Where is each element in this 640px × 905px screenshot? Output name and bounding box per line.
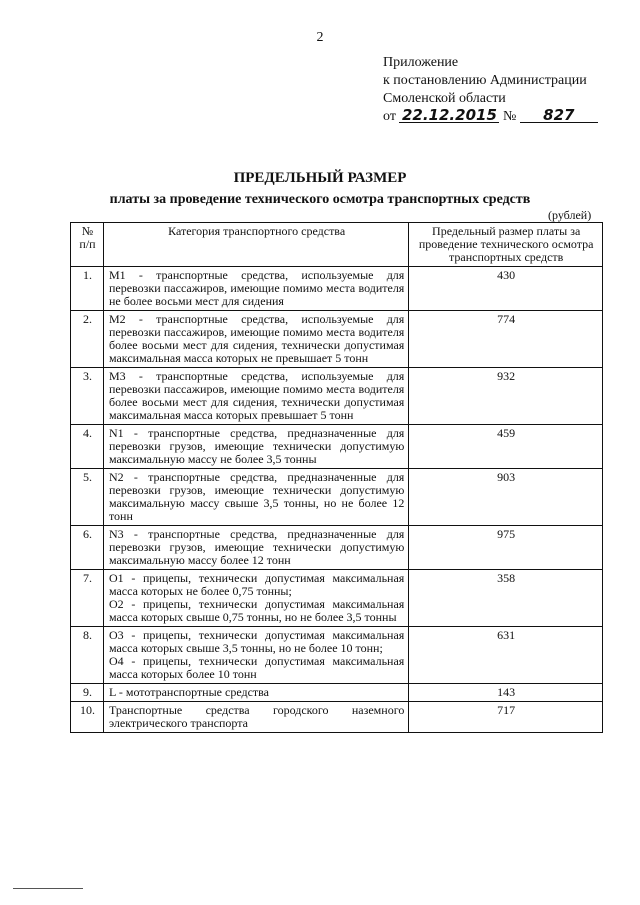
header-num: № п/п bbox=[71, 223, 104, 267]
fees-table-body bbox=[71, 267, 603, 733]
table-row bbox=[71, 684, 603, 702]
category-text: O1 - прицепы, технически допустимая максимальная масса которых не более 0,75 тонны; bbox=[108, 571, 405, 598]
appendix-date-line bbox=[383, 108, 623, 126]
row-number: 3. bbox=[71, 368, 104, 425]
row-price: 717 bbox=[409, 702, 603, 733]
header-price: Предельный размер платы за проведение технического осмотра транспортных средств bbox=[409, 223, 603, 267]
date-prefix: от bbox=[383, 109, 396, 124]
category-text: O2 - прицепы, технически допустимая максимальная масса которых свыше 0,75 тонны, но не более 3,5 тонны bbox=[108, 597, 405, 624]
table-row bbox=[71, 267, 603, 311]
footnote-divider bbox=[13, 888, 83, 889]
document-title: ПРЕДЕЛЬНЫЙ РАЗМЕР bbox=[233, 170, 407, 186]
table-row bbox=[71, 702, 603, 733]
appendix-line-1: Приложение bbox=[383, 55, 459, 70]
table-row bbox=[71, 425, 603, 469]
row-price: 143 bbox=[409, 684, 603, 702]
category-text: Транспортные средства городского наземного электрического транспорта bbox=[108, 703, 405, 730]
category-text: N2 - транспортные средства, предназначенные для перевозки грузов, имеющие технически допустимую максимальную массу свыше 3,5 тонны, но не более 12 тонн bbox=[108, 470, 405, 523]
table-row bbox=[71, 627, 603, 684]
table-row bbox=[71, 570, 603, 627]
row-number: 8. bbox=[71, 627, 104, 684]
category-text: N3 - транспортные средства, предназначенные для перевозки грузов, имеющие технически допустимую максимальную массу более 12 тонн bbox=[108, 527, 405, 567]
row-category bbox=[103, 570, 408, 627]
row-number: 5. bbox=[71, 469, 104, 526]
table-row bbox=[71, 526, 603, 570]
row-category bbox=[103, 267, 408, 311]
row-number: 7. bbox=[71, 570, 104, 627]
page-number: 2 bbox=[316, 30, 324, 45]
row-category bbox=[103, 311, 408, 368]
row-category bbox=[103, 368, 408, 425]
row-price: 774 bbox=[409, 311, 603, 368]
header-category: Категория транспортного средства bbox=[103, 223, 408, 267]
category-text: M3 - транспортные средства, используемые для перевозки пассажиров, имеющие помимо места водителя более восьми мест для сидения, технически допустимая максимальная масса которых превышает 5 тонн bbox=[108, 369, 405, 422]
row-number: 10. bbox=[71, 702, 104, 733]
category-text: L - мототранспортные средства bbox=[108, 685, 269, 699]
row-price: 358 bbox=[409, 570, 603, 627]
appendix-block bbox=[383, 54, 623, 126]
row-price: 932 bbox=[409, 368, 603, 425]
row-category bbox=[103, 425, 408, 469]
number-prefix: № bbox=[502, 109, 517, 124]
row-price: 631 bbox=[409, 627, 603, 684]
table-row bbox=[71, 469, 603, 526]
table-row bbox=[71, 368, 603, 425]
fees-table bbox=[70, 222, 603, 733]
document-subtitle: платы за проведение технического осмотра транспортных средств bbox=[109, 192, 531, 207]
row-category bbox=[103, 684, 408, 702]
row-category bbox=[103, 627, 408, 684]
row-category bbox=[103, 526, 408, 570]
row-number: 9. bbox=[71, 684, 104, 702]
appendix-line-3: Смоленской области bbox=[383, 91, 506, 106]
row-number: 1. bbox=[71, 267, 104, 311]
handwritten-date: 22.12.2015 bbox=[399, 108, 499, 123]
currency-note: (рублей) bbox=[548, 208, 592, 222]
table-row bbox=[71, 311, 603, 368]
category-text: O4 - прицепы, технически допустимая максимальная масса которых более 10 тонн bbox=[108, 654, 405, 681]
row-price: 903 bbox=[409, 469, 603, 526]
row-number: 2. bbox=[71, 311, 104, 368]
table-header-row bbox=[71, 223, 603, 267]
row-category bbox=[103, 469, 408, 526]
category-text: M1 - транспортные средства, используемые для перевозки пассажиров, имеющие помимо места водителя не более восьми мест для сидения bbox=[108, 268, 405, 308]
row-number: 4. bbox=[71, 425, 104, 469]
handwritten-number: 827 bbox=[520, 108, 598, 123]
row-number: 6. bbox=[71, 526, 104, 570]
category-text: N1 - транспортные средства, предназначенные для перевозки грузов, имеющие технически допустимую максимальную массу не более 3,5 тонны bbox=[108, 426, 405, 466]
row-category bbox=[103, 702, 408, 733]
row-price: 459 bbox=[409, 425, 603, 469]
category-text: O3 - прицепы, технически допустимая максимальная масса которых свыше 3,5 тонны, но не более 10 тонн; bbox=[108, 628, 405, 655]
row-price: 975 bbox=[409, 526, 603, 570]
category-text: M2 - транспортные средства, используемые для перевозки пассажиров, имеющие помимо места водителя более восьми мест для сидения, технически допустимая максимальная масса которых не превышает 5 тонн bbox=[108, 312, 405, 365]
row-price: 430 bbox=[409, 267, 603, 311]
appendix-line-2: к постановлению Администрации bbox=[383, 73, 587, 88]
